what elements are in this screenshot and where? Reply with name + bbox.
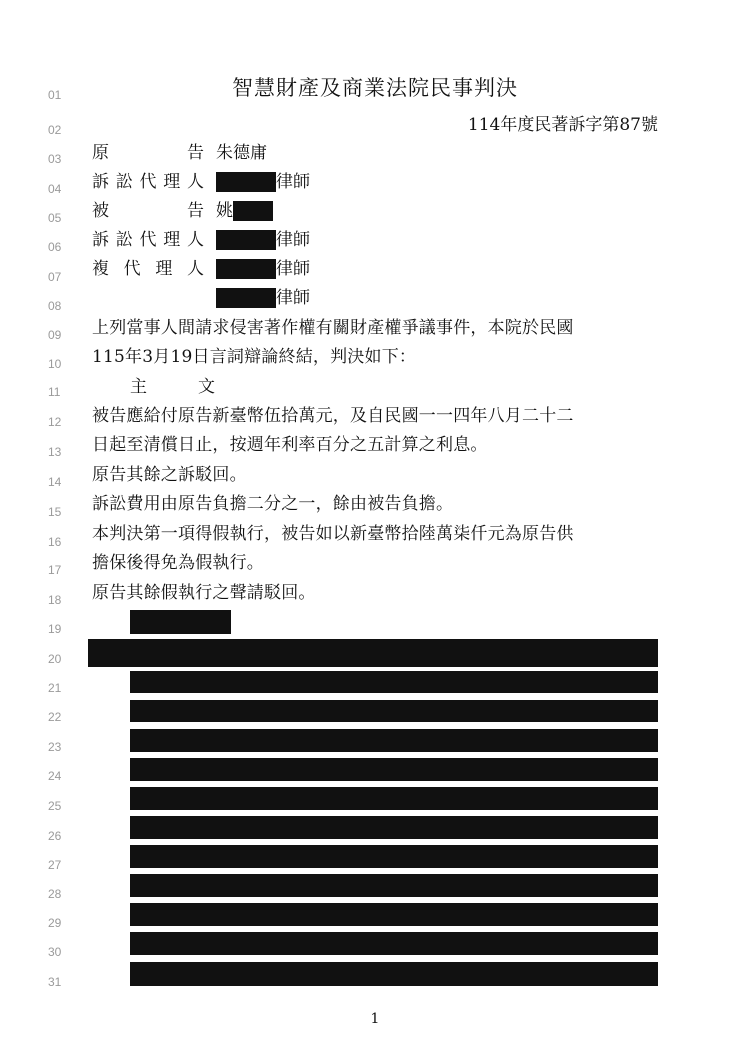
redaction-bar [130, 932, 658, 955]
page-number: 1 [370, 1011, 380, 1027]
redaction-bar [130, 610, 231, 634]
redaction-block [216, 230, 276, 250]
party-plaintiff [92, 143, 267, 163]
party-suffix: 律師 [276, 259, 310, 279]
line-number: 08 [48, 299, 62, 313]
party-name: 朱德庸 [216, 143, 267, 163]
redaction-bar [130, 700, 658, 722]
party-sub-agent-2 [92, 288, 310, 308]
party-label: 訴訟代理人 [92, 230, 204, 250]
party-label: 複 代 理 人 [92, 259, 204, 279]
case-number: 114年度民著訴字第87號 [467, 115, 658, 135]
ruling-4a: 本判決第一項得假執行，被告如以新臺幣拾陸萬柒仟元為原告供 [92, 524, 574, 544]
line-number: 19 [48, 622, 62, 636]
redaction-bar [130, 874, 658, 897]
redaction-block [233, 201, 273, 221]
document-title: 智慧財產及商業法院民事判決 [232, 76, 518, 100]
redaction-bar [88, 639, 658, 667]
line-number: 27 [48, 858, 62, 872]
line-number: 10 [48, 357, 62, 371]
line-number: 28 [48, 887, 62, 901]
party-suffix: 律師 [276, 230, 310, 250]
intro-line-2: 115年3月19日言詞辯論終結，判決如下： [92, 347, 417, 367]
line-number: 21 [48, 681, 62, 695]
redaction-bar [130, 816, 658, 839]
redaction-bar [130, 787, 658, 810]
line-number: 23 [48, 740, 62, 754]
line-number: 30 [48, 945, 62, 959]
line-number: 03 [48, 152, 62, 166]
party-label: 被 告 [92, 201, 204, 221]
ruling-3: 訴訟費用由原告負擔二分之一，餘由被告負擔。 [92, 494, 454, 514]
line-number: 01 [48, 88, 62, 102]
line-number: 31 [48, 975, 62, 989]
redaction-block [216, 259, 276, 279]
redaction-bar [130, 671, 658, 693]
main-heading: 主 文 [130, 377, 215, 397]
line-number: 13 [48, 445, 62, 459]
line-number: 11 [48, 385, 61, 399]
line-number: 02 [48, 123, 62, 137]
intro-line-1: 上列當事人間請求侵害著作權有關財產權爭議事件，本院於民國 [92, 318, 574, 338]
ruling-4b: 擔保後得免為假執行。 [92, 553, 264, 573]
line-number: 24 [48, 769, 62, 783]
redaction-bar [130, 729, 658, 752]
redaction-bar [130, 845, 658, 868]
party-suffix: 律師 [276, 172, 310, 192]
line-number: 20 [48, 652, 62, 666]
redaction-block [216, 172, 276, 192]
line-number: 07 [48, 270, 62, 284]
redaction-bar [130, 903, 658, 926]
party-label: 原 告 [92, 143, 204, 163]
ruling-5: 原告其餘假執行之聲請駁回。 [92, 583, 316, 603]
line-number: 06 [48, 240, 62, 254]
ruling-2: 原告其餘之訴駁回。 [92, 465, 247, 485]
ruling-1b: 日起至清償日止，按週年利率百分之五計算之利息。 [92, 435, 488, 455]
line-number: 29 [48, 916, 62, 930]
party-defendant [92, 201, 273, 221]
line-number: 18 [48, 593, 62, 607]
line-number: 12 [48, 415, 62, 429]
line-number: 04 [48, 182, 62, 196]
line-number: 22 [48, 710, 62, 724]
line-number: 09 [48, 328, 62, 342]
party-suffix: 律師 [276, 288, 310, 308]
line-number: 15 [48, 505, 62, 519]
ruling-1a: 被告應給付原告新臺幣伍拾萬元，及自民國一一四年八月二十二 [92, 406, 574, 426]
redaction-block [216, 288, 276, 308]
line-number: 16 [48, 535, 62, 549]
line-number: 14 [48, 475, 62, 489]
line-number: 17 [48, 563, 62, 577]
line-number: 26 [48, 829, 62, 843]
party-defendant-agent [92, 230, 310, 250]
line-number: 25 [48, 799, 62, 813]
redaction-bar [130, 758, 658, 781]
party-plaintiff-agent [92, 172, 310, 192]
party-name: 姚 [216, 201, 233, 221]
party-label: 訴訟代理人 [92, 172, 204, 192]
redaction-bar [130, 962, 658, 986]
line-number: 05 [48, 211, 62, 225]
party-sub-agent [92, 259, 310, 279]
